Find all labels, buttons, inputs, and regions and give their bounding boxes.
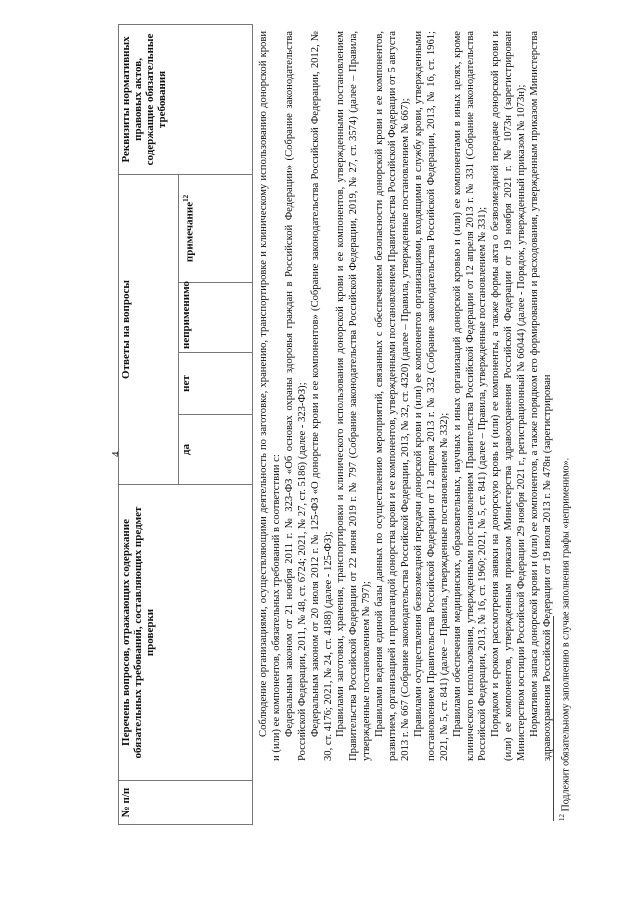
header-questions: Перечень вопросов, отражающих содержание обязательных требований, составляющих предмет проверки [119,485,253,781]
body-text [258,31,555,761]
header-answer-no: нет [178,353,252,415]
header-requisites: Реквизиты нормативных правовых актов, содержащие обязательные требования [119,24,253,174]
footnote-text: Подлежит обязательному заполнению в случае заполнения графы «неприменимо». [560,457,572,812]
page-number: 4 [110,451,122,457]
paragraph: Правилами заготовки, хранения, транспортировки и клинического использования донорской крови и ее компонентов, утвержденными постановлением Правительства Российской Федерации от 22 июня 2019 г. № 797 (Собрание законодательства Российской Федерации, 2019, № 27, ст. 3574) (далее – Правила, утвержденные постановлением № 797); [335,31,373,761]
paragraph: Правилами обеспечения медицинских, образовательных, научных и иных организаций донорской кровью и (или) ее компонентами в иных целях, кроме клинического использования, утвержденными постановлением Правительства Российской Федерации от 12 апреля 2013 г. № 331 (Собрание законодательства Российской Федерации, 2013, № 16, ст. 1960; 2021, № 5, ст. 841) (далее – Правила, утвержденные постановлением № 331); [451,31,489,761]
paragraph: Соблюдение организациями, осуществляющими деятельность по заготовке, хранению, транспортировке и клиническому использованию донорской крови и (или) ее компонентов, обязательных требований в соответствии с: [258,31,282,761]
footnote [558,458,571,821]
header-answer-note [178,174,252,282]
paragraph: Нормативом запаса донорской крови и (или) ее компонентов, а также порядком его формирования и расходования, утвержденным приказом Министерства здравоохранения Российской Федерации от 19 июля 2013 г. № 478н (зарегистрирован [529,31,553,761]
header-answers: Ответы на вопросы [119,174,179,484]
footnote-marker: 12 [558,814,566,821]
paragraph: Федеральным законом от 20 июля 2012 г. № 125-ФЗ «О донорстве крови и ее компонентов» (Собрание законодательства Российской Федерации, 2012, № 30, ст. 4176; 2021, № 24, ст. 4188) (далее - 125-ФЗ); [309,31,334,761]
header-num: № п/п [119,781,253,825]
answer-note-label: примечание [183,201,196,263]
header-answer-yes: да [178,415,252,485]
paragraph: Правилами осуществления безвозмездной передачи донорской крови и (или) ее компонентов организациями, входящими в службу крови, утвержденными постановлением Правительства Российской Федерации от 12 апреля 2013 г. № 332 (Собрание законодательства Российской Федерации, 2013, № 16, ст. 1961; 2021, № 5, ст. 841) (далее – Правила, утвержденные постановлением № 332); [412,31,450,761]
header-answer-na: неприменимо [178,283,252,353]
footnote-divider [553,616,554,821]
answer-note-sup: 12 [181,194,190,202]
paragraph: Федеральным законом от 21 ноября 2011 г. № 323-ФЗ «Об основах охраны здоровья граждан в Российской Федерации» (Собрание законодательства Российской Федерации, 2011, № 48, ст. 6724; 2021, № 27, ст. 5186) (далее - 323-ФЗ); [283,31,308,761]
checklist-header-table [118,24,253,825]
paragraph: Правилами ведения единой базы данных по осуществлению мероприятий, связанных с обеспечением безопасности донорской крови и ее компонентов, развитием, организацией и пропагандой донорства крови и ее компонентов, утвержденными постановлением Правительства Российской Федерации от 5 августа 2013 г. № 667 (Собрание законодательства Российской Федерации, 2013, № 32, ст. 4320) (далее – Правила, утвержденные постановлением № 667); [374,31,411,761]
paragraph: Порядком и сроком рассмотрения заявки на донорскую кровь и (или) ее компоненты, а также формы акта о безвозмездной передаче донорской крови и (или) ее компонентов, утвержденным приказом Министерства здравоохранения Российской Федерации от 19 ноября 2021 г. № 1073н (зарегистрирован Министерством юстиции Российской Федерации 29 ноября 2021 г., регистрационный № 66044) (далее - Порядок, утвержденный приказом № 1073н); [490,31,528,761]
